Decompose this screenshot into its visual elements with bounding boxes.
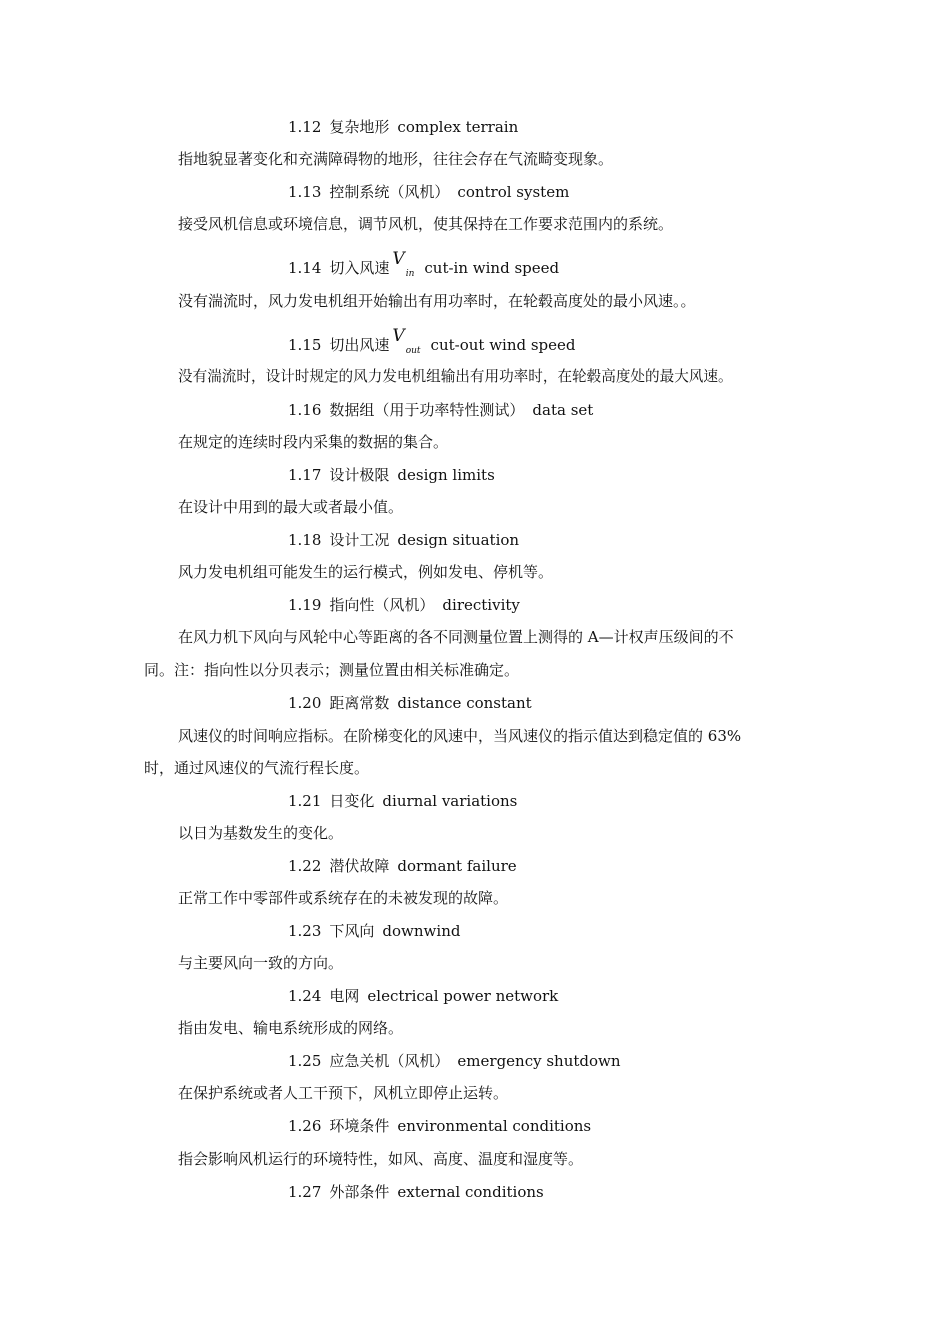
term-chinese: 环境条件 bbox=[329, 1117, 390, 1135]
term-definition: 与主要风向一致的方向。 bbox=[178, 954, 344, 972]
term-heading bbox=[288, 400, 593, 420]
term-heading bbox=[288, 326, 576, 358]
term-heading bbox=[288, 1182, 544, 1202]
term-definition: 风力发电机组可能发生的运行模式，例如发电、停机等。 bbox=[178, 563, 554, 581]
term-english: data set bbox=[532, 401, 594, 419]
term-number: 1.24 bbox=[288, 987, 322, 1005]
term-definition: 没有湍流时，设计时规定的风力发电机组输出有用功率时，在轮毂高度处的最大风速。 bbox=[178, 368, 733, 385]
term-english: directivity bbox=[442, 596, 520, 614]
term-number: 1.21 bbox=[288, 792, 322, 810]
term-heading bbox=[288, 249, 560, 281]
term-english: design situation bbox=[397, 531, 520, 549]
term-english: diurnal variations bbox=[382, 792, 518, 810]
term-heading bbox=[288, 693, 532, 713]
term-definition: 正常工作中零部件或系统存在的未被发现的故障。 bbox=[178, 889, 509, 907]
term-chinese: 设计极限 bbox=[329, 466, 390, 484]
term-english: distance constant bbox=[397, 694, 532, 712]
term-number: 1.13 bbox=[288, 183, 322, 201]
term-english: environmental conditions bbox=[397, 1117, 592, 1135]
term-chinese: 外部条件 bbox=[329, 1183, 390, 1201]
term-number: 1.27 bbox=[288, 1183, 322, 1201]
term-heading bbox=[288, 1051, 621, 1071]
term-definition: 指会影响风机运行的环境特性，如风、高度、温度和湿度等。 bbox=[178, 1150, 584, 1168]
symbol-subscript: out bbox=[405, 346, 421, 356]
symbol-v: V bbox=[392, 326, 405, 346]
term-number: 1.17 bbox=[288, 466, 322, 484]
term-chinese: 复杂地形 bbox=[329, 118, 390, 136]
term-english: cut-in wind speed bbox=[424, 259, 560, 277]
term-heading bbox=[288, 465, 495, 485]
term-definition-continued: 同。注：指向性以分贝表示；测量位置由相关标准确定。 bbox=[144, 661, 520, 679]
term-chinese: 设计工况 bbox=[329, 531, 390, 549]
term-chinese: 应急关机（风机） bbox=[329, 1052, 450, 1070]
term-number: 1.12 bbox=[288, 118, 322, 136]
term-definition: 没有湍流时，风力发电机组开始输出有用功率时，在轮毂高度处的最小风速。。 bbox=[178, 292, 696, 310]
term-english: electrical power network bbox=[367, 987, 559, 1005]
term-english: external conditions bbox=[397, 1183, 544, 1201]
term-chinese: 潜伏故障 bbox=[329, 857, 390, 875]
term-chinese: 电网 bbox=[329, 987, 360, 1005]
term-heading bbox=[288, 117, 518, 137]
term-number: 1.23 bbox=[288, 922, 322, 940]
term-english: design limits bbox=[397, 466, 495, 484]
term-chinese: 日变化 bbox=[329, 792, 375, 810]
term-heading bbox=[288, 856, 517, 876]
term-number: 1.22 bbox=[288, 857, 322, 875]
term-heading bbox=[288, 791, 517, 811]
term-definition-continued: 时，通过风速仪的气流行程长度。 bbox=[144, 759, 370, 777]
term-number: 1.15 bbox=[288, 336, 322, 354]
term-number: 1.20 bbox=[288, 694, 322, 712]
term-definition: 在保护系统或者人工干预下，风机立即停止运转。 bbox=[178, 1084, 509, 1102]
term-heading bbox=[288, 182, 569, 202]
term-heading bbox=[288, 986, 558, 1006]
term-chinese: 数据组（用于功率特性测试） bbox=[329, 401, 525, 419]
term-chinese: 距离常数 bbox=[329, 694, 390, 712]
term-number: 1.25 bbox=[288, 1052, 322, 1070]
term-heading bbox=[288, 1116, 591, 1136]
term-definition: 风速仪的时间响应指标。在阶梯变化的风速中，当风速仪的指示值达到稳定值的 63% bbox=[178, 727, 742, 745]
term-english: downwind bbox=[382, 922, 461, 940]
term-definition: 在设计中用到的最大或者最小值。 bbox=[178, 498, 404, 516]
term-definition: 指由发电、输电系统形成的网络。 bbox=[178, 1019, 404, 1037]
term-number: 1.19 bbox=[288, 596, 322, 614]
term-english: dormant failure bbox=[397, 857, 517, 875]
symbol-subscript: in bbox=[405, 269, 415, 279]
term-heading bbox=[288, 530, 519, 550]
term-number: 1.16 bbox=[288, 401, 322, 419]
term-definition: 在规定的连续时段内采集的数据的集合。 bbox=[178, 433, 449, 451]
term-english: cut-out wind speed bbox=[430, 336, 576, 354]
term-english: complex terrain bbox=[397, 118, 519, 136]
term-number: 1.18 bbox=[288, 531, 322, 549]
term-number: 1.14 bbox=[288, 259, 322, 277]
term-definition: 在风力机下风向与风轮中心等距离的各不同测量位置上测得的 A—计权声压级间的不 bbox=[178, 628, 734, 646]
term-chinese: 下风向 bbox=[329, 922, 375, 940]
term-chinese: 切入风速 bbox=[329, 259, 390, 277]
term-chinese: 指向性（风机） bbox=[329, 596, 435, 614]
term-english: control system bbox=[457, 183, 570, 201]
symbol-v: V bbox=[392, 249, 405, 269]
term-heading bbox=[288, 595, 520, 615]
term-definition: 以日为基数发生的变化。 bbox=[178, 824, 344, 842]
term-english: emergency shutdown bbox=[457, 1052, 621, 1070]
term-heading bbox=[288, 921, 460, 941]
term-chinese: 控制系统（风机） bbox=[329, 183, 450, 201]
term-chinese: 切出风速 bbox=[329, 336, 390, 354]
term-number: 1.26 bbox=[288, 1117, 322, 1135]
term-definition: 接受风机信息或环境信息，调节风机，使其保持在工作要求范围内的系统。 bbox=[178, 215, 674, 233]
term-definition: 指地貌显著变化和充满障碍物的地形，往往会存在气流畸变现象。 bbox=[178, 150, 614, 168]
